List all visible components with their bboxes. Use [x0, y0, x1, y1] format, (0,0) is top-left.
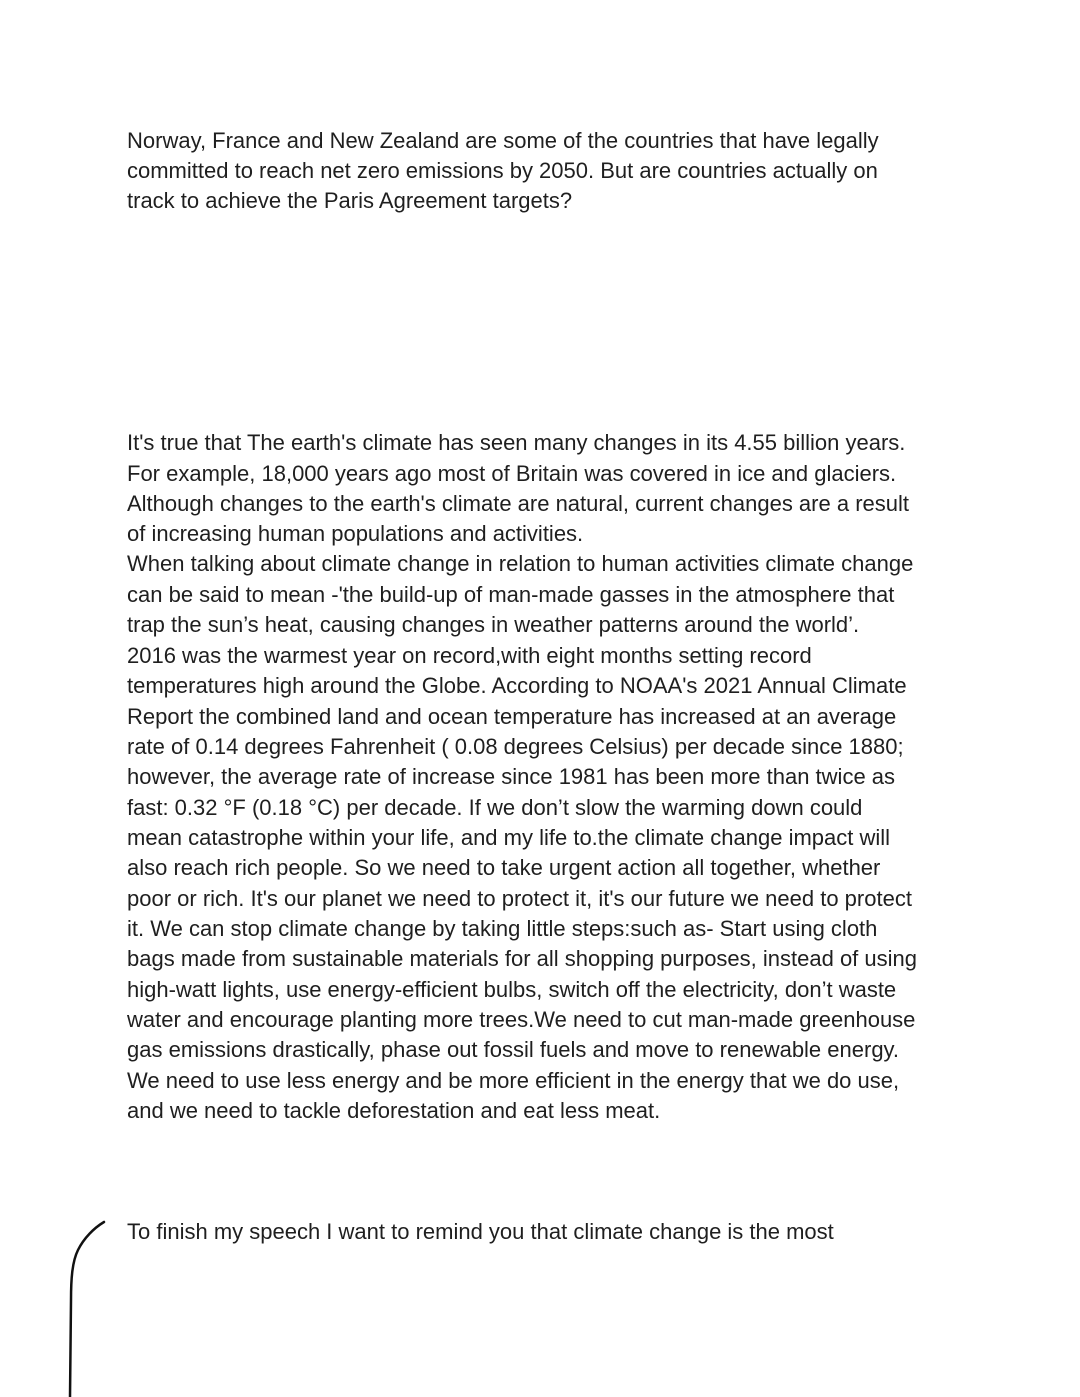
text-line: mean catastrophe within your life, and my life to.the climate change impact will	[127, 825, 891, 850]
text-line: temperatures high around the Globe. According to NOAA's 2021 Annual Climate	[127, 673, 907, 698]
text-line: of increasing human populations and activities.	[127, 521, 584, 546]
text-line: can be said to mean -'the build-up of man-made gasses in the atmosphere that	[127, 582, 895, 607]
text-line: fast: 0.32 °F (0.18 °C) per decade. If we don’t slow the warming down could	[127, 795, 863, 820]
text-line: poor or rich. It's our planet we need to protect it, it's our future we need to protect	[127, 886, 912, 911]
text-line: It's true that The earth's climate has seen many changes in its 4.55 billion years.	[127, 430, 906, 455]
text-line: Although changes to the earth's climate are natural, current changes are a result	[127, 491, 909, 516]
text-line: high-watt lights, use energy-efficient bulbs, switch off the electricity, don’t waste	[127, 977, 897, 1002]
text-line: We need to use less energy and be more efficient in the energy that we do use,	[127, 1068, 900, 1093]
text-line: Norway, France and New Zealand are some of the countries that have legally	[127, 128, 879, 153]
text-line: bags made from sustainable materials for all shopping purposes, instead of using	[127, 946, 918, 971]
text-line: For example, 18,000 years ago most of Britain was covered in ice and glaciers.	[127, 461, 897, 486]
text-line: Report the combined land and ocean temperature has increased at an average	[127, 704, 897, 729]
text-line: track to achieve the Paris Agreement targets?	[127, 188, 573, 213]
text-line: committed to reach net zero emissions by 2050. But are countries actually on	[127, 158, 878, 183]
text-line: water and encourage planting more trees.We need to cut man-made greenhouse	[127, 1007, 916, 1032]
text-line: When talking about climate change in relation to human activities climate change	[127, 551, 914, 576]
text-line: 2016 was the warmest year on record,with eight months setting record	[127, 643, 812, 668]
text-line: To finish my speech I want to remind you that climate change is the most	[127, 1219, 834, 1244]
text-line: it. We can stop climate change by taking little steps:such as- Start using cloth	[127, 916, 878, 941]
text-line: however, the average rate of increase since 1981 has been more than twice as	[127, 764, 896, 789]
text-line: gas emissions drastically, phase out fossil fuels and move to renewable energy.	[127, 1037, 900, 1062]
text-line: and we need to tackle deforestation and eat less meat.	[127, 1098, 661, 1123]
text-line: trap the sun’s heat, causing changes in weather patterns around the world’.	[127, 612, 860, 637]
text-line: also reach rich people. So we need to take urgent action all together, whether	[127, 855, 881, 880]
text-line: rate of 0.14 degrees Fahrenheit ( 0.08 degrees Celsius) per decade since 1880;	[127, 734, 904, 759]
